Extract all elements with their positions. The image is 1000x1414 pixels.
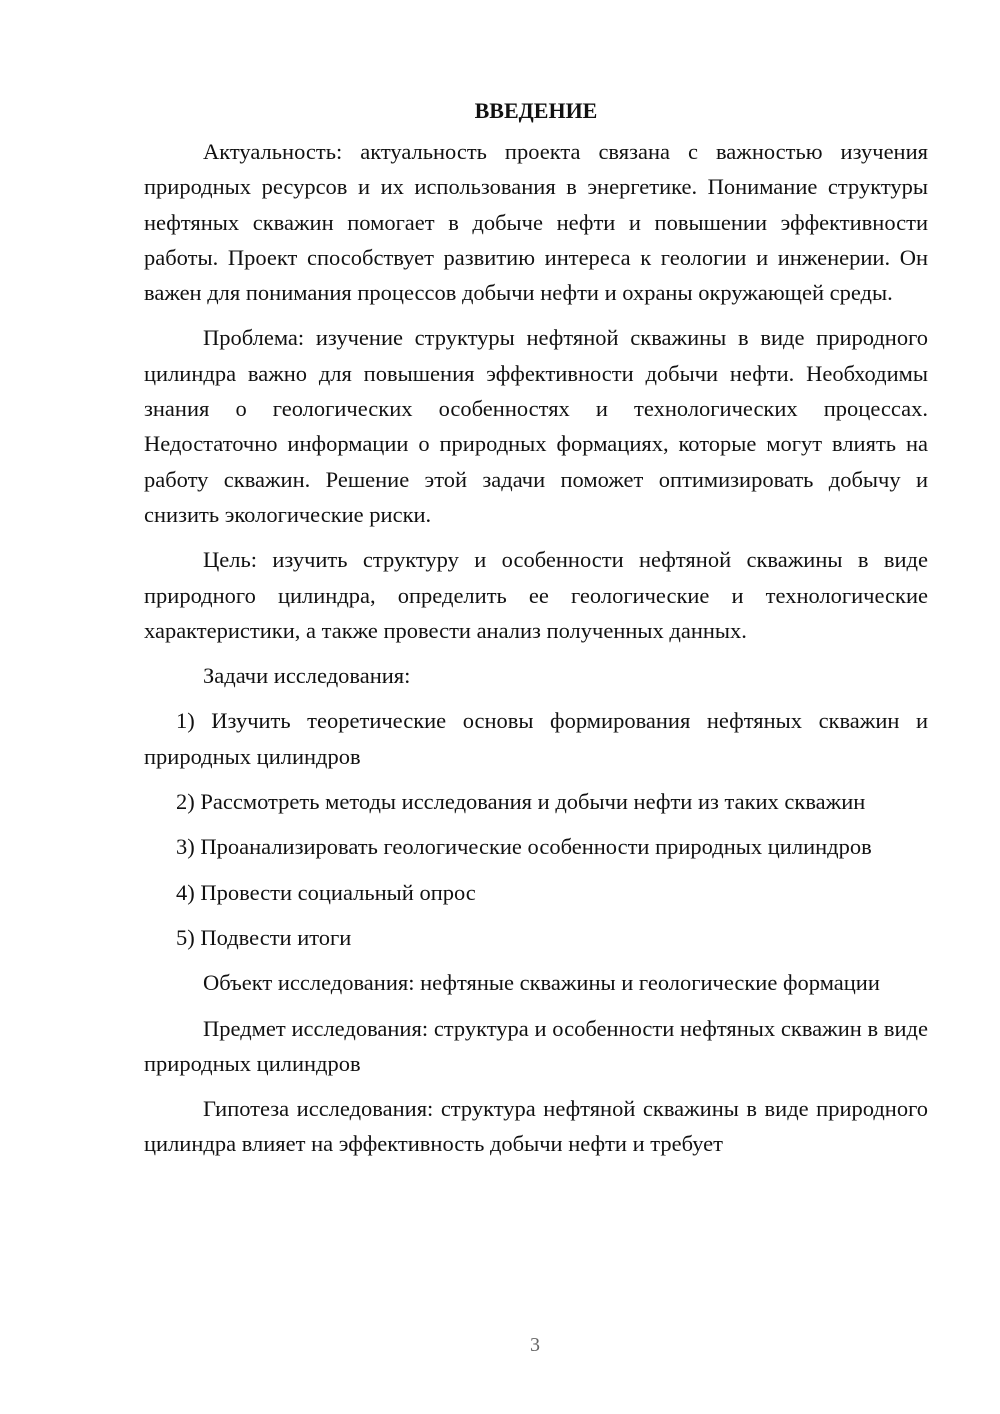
task-item-5: 5) Подвести итоги bbox=[176, 924, 352, 950]
paragraph-hypothesis: Гипотеза исследования: структура нефтяной скважины в виде природного цилиндра влияет на эффективность добычи нефти и требует bbox=[144, 1096, 928, 1157]
section-title: ВВЕДЕНИЕ bbox=[474, 98, 598, 123]
paragraph-object: Объект исследования: нефтяные скважины и геологические формации bbox=[203, 970, 880, 996]
paragraph-relevance: Актуальность: актуальность проекта связана с важностью изучения природных ресурсов и их использования в энергетике. Понимание структуры нефтяных скважин помогает в добыче нефти и повышении эффективности работы. Проект способствует развитию интереса к геологии и инженерии. Он важен для понимания процессов добычи нефти и охраны окружающей среды. bbox=[144, 139, 928, 306]
paragraph-problem: Проблема: изучение структуры нефтяной скважины в виде природного цилиндра важно для повышения эффективности добычи нефти. Необходимы знания о геологических особенностях и технологических процессах. Недостаточно информации о природных формациях, которые могут влиять на работу скважин. Решение этой задачи поможет оптимизировать добычу и снизить экологические риски. bbox=[144, 325, 928, 527]
task-item-1: 1) Изучить теоретические основы формирования нефтяных скважин и природных цилиндров bbox=[144, 708, 928, 769]
paragraph-goal: Цель: изучить структуру и особенности нефтяной скважины в виде природного цилиндра, определить ее геологические и технологические характеристики, а также провести анализ полученных данных. bbox=[144, 547, 928, 643]
task-item-2: 2) Рассмотреть методы исследования и добычи нефти из таких скважин bbox=[176, 789, 866, 815]
document-body bbox=[144, 96, 928, 1162]
paragraph-tasks-heading: Задачи исследования: bbox=[203, 663, 411, 689]
page-number: 3 bbox=[530, 1334, 540, 1356]
task-item-4: 4) Провести социальный опрос bbox=[176, 879, 476, 905]
task-item-3: 3) Проанализировать геологические особенности природных цилиндров bbox=[176, 834, 872, 860]
paragraph-subject: Предмет исследования: структура и особенности нефтяных скважин в виде природных цилиндров bbox=[144, 1015, 928, 1076]
